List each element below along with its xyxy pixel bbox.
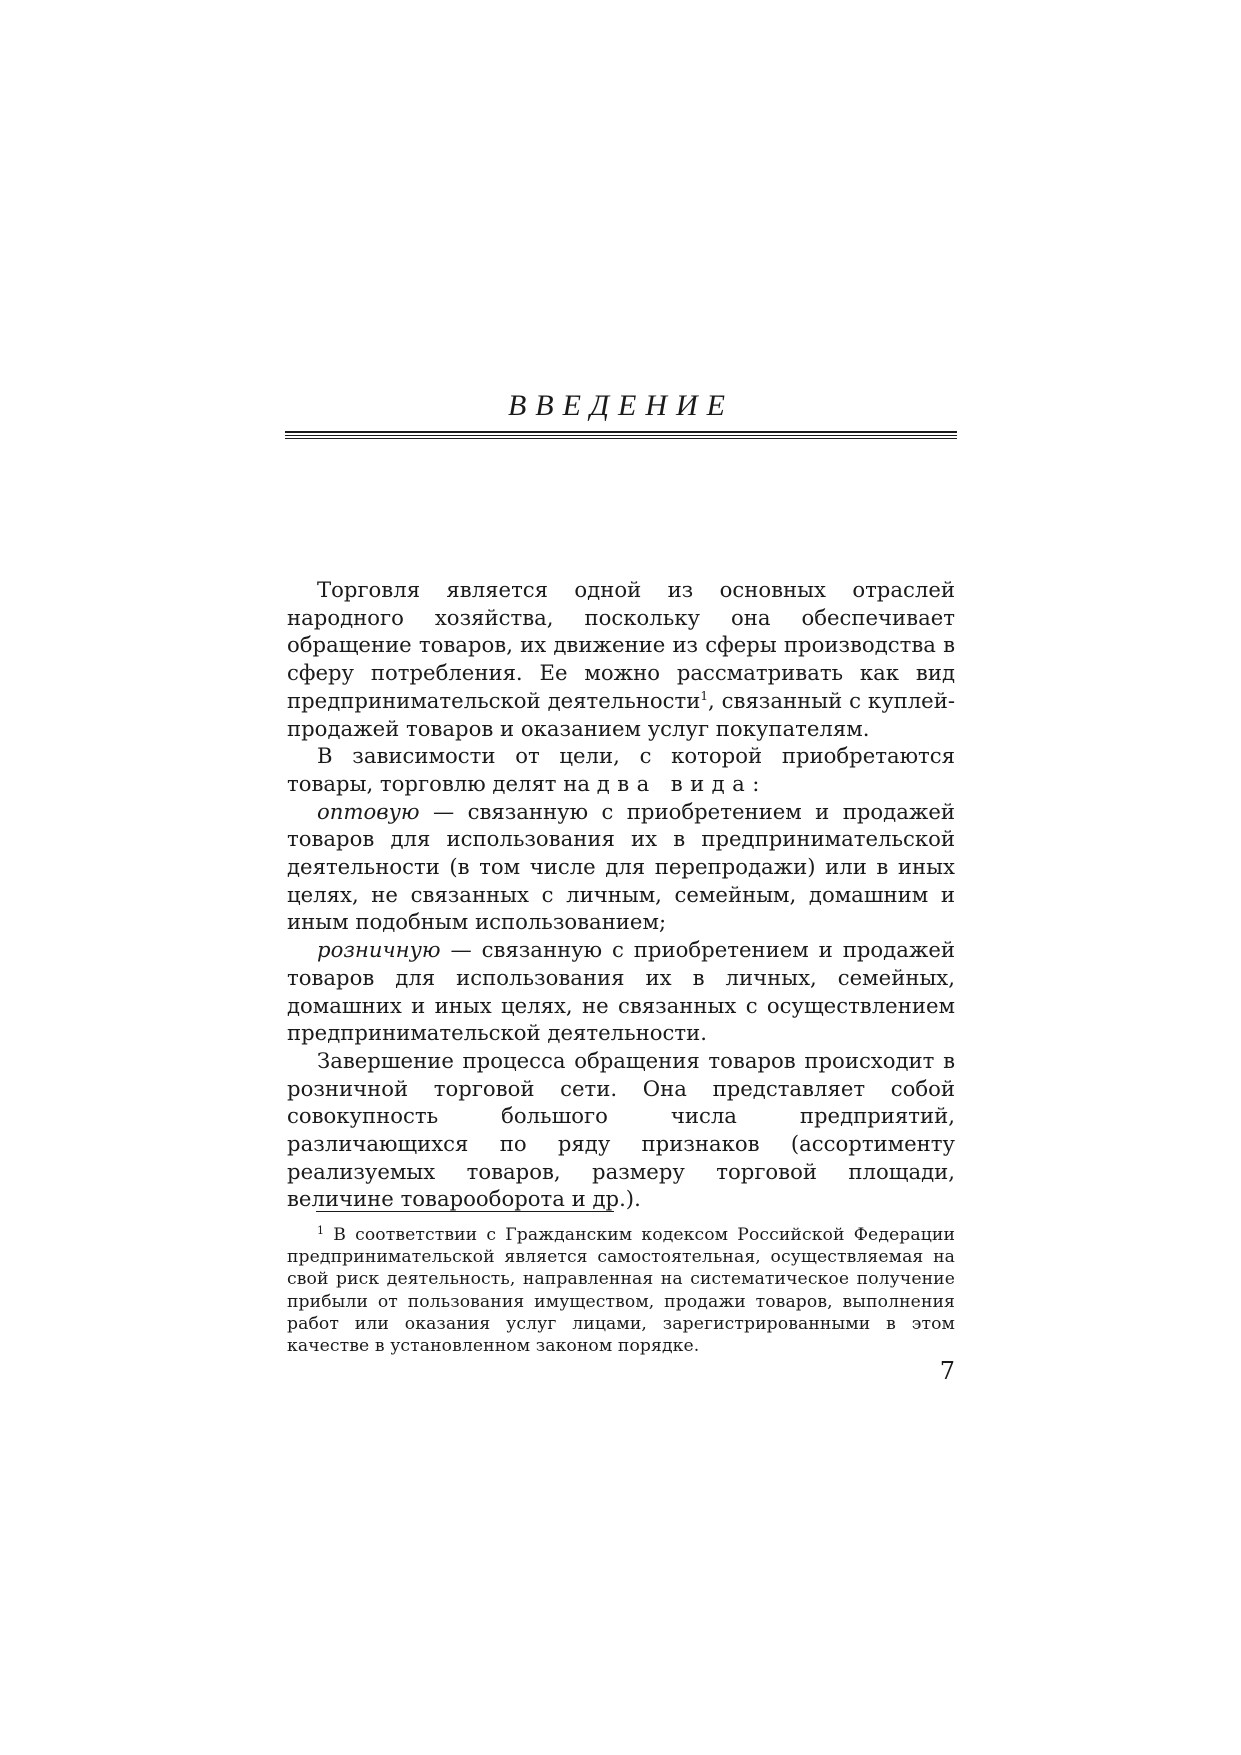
footnote-marker: 1 [317,1224,325,1237]
paragraph-retail: розничную — связанную с приобретением и продажей товаров для использования их в личных, семейных, домашних и иных целях, не связанных с осуществлением предпринимательской деятельности. [287,937,955,1046]
footnote-separator [316,1211,614,1212]
footnote-reference: 1 [700,688,709,703]
paragraph-trade-types: В зависимости от цели, с которой приобретаются товары, торговлю делят на два вида: [287,743,955,796]
chapter-title: ВВЕДЕНИЕ [507,389,735,422]
footnote: $^1$ В соответствии с Гражданским кодексом Российской Федерации предпринимательской является самостоятельная, осуществляемая на свой риск деятельность, направленная на систематическое получение прибыли от пользования имуществом, продажи товаров, выполнения работ или оказания услуг лицами, зарегистрированными в этом качестве в установленном законом порядке. [287,1224,955,1357]
spaced-emphasis: два вида [596,770,753,796]
body-text [287,576,955,1213]
paragraph-retail-network: Завершение процесса обращения товаров происходит в розничной торговой сети. Она представляет собой совокупность большого числа предприятий, различающихся по ряду признаков (ассортименту реализуемых товаров, размеру торговой площади, величине товарооборота и др.). [287,1047,955,1212]
paragraph-trade-definition: Торговля является одной из основных отраслей народного хозяйства, поскольку она обеспечивает обращение товаров, их движение из сферы производства в сферу потребления. Ее можно рассматривать как вид предпринимательской деятельности$^1$, связанный с куплей-продажей товаров и оказанием услуг покупателям. [287,577,955,741]
term-retail: розничную [317,937,441,963]
page-number: 7 [939,1357,955,1385]
paragraph-wholesale: оптовую — связанную с приобретением и продажей товаров для использования их в предпринимательской деятельности (в том числе для перепродажи) или в иных целях, не связанных с личным, семейным, домашним и иным подобным использованием; [287,798,955,935]
term-wholesale: оптовую [317,798,420,824]
